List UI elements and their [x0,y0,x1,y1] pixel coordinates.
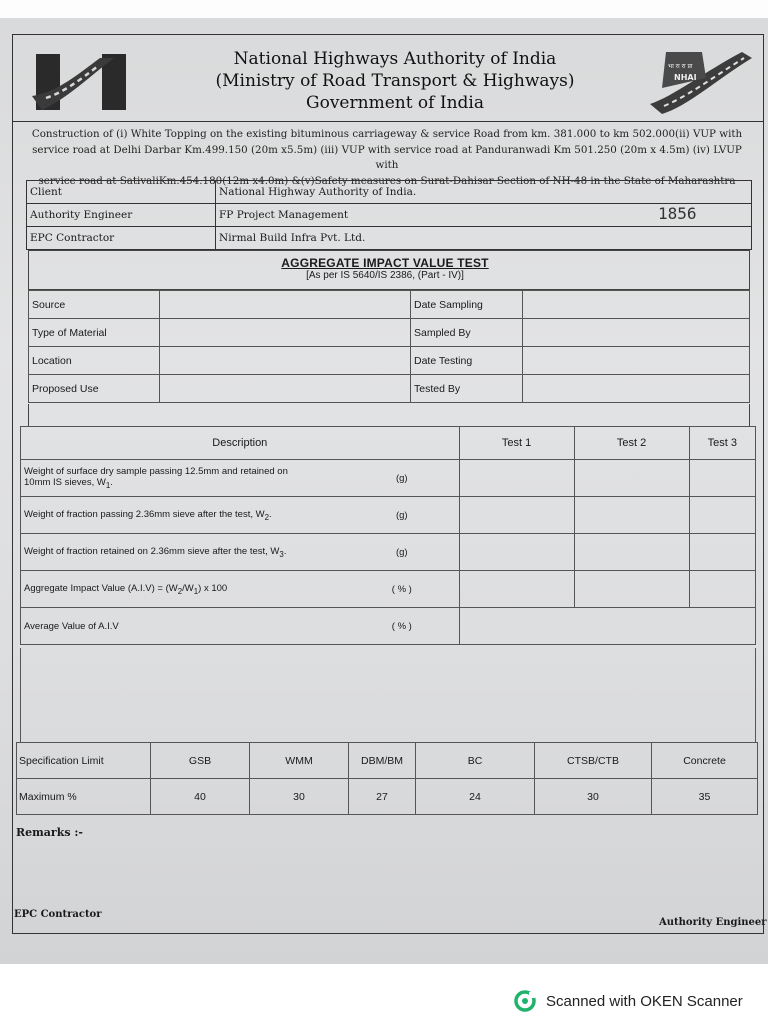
aiv-test1-cell [459,571,574,608]
max-dbm: 27 [349,779,416,815]
test-standard: [As per IS 5640/IS 2386, (Part - IV)] [306,270,464,281]
w1-description: Weight of surface dry sample passing 12.5mm and retained on 10mm IS sieves, $W_1$. [21,460,346,497]
description-header: Description [21,427,460,460]
info-row [29,347,750,375]
max-wmm: 30 [250,779,349,815]
nhai-emblem-icon [644,44,756,116]
spec-col-concrete: Concrete [652,743,758,779]
sample-info-table [28,290,750,403]
engineer-label: Authority Engineer [27,204,216,227]
aiv-formula: Aggregate Impact Value $(A.I.V) = (W_2/W_1)$ x 100 [21,571,346,608]
info-row [29,375,750,403]
contract-table [26,180,752,250]
w1-test1-cell [459,460,574,497]
info-row [29,291,750,319]
spec-col-gsb: GSB [151,743,250,779]
engineer-value: FP Project Management [216,204,752,227]
scanner-watermark [514,988,743,1014]
remarks-label: Remarks :- [16,826,83,839]
measurement-table [20,426,756,645]
date-sampling-label: Date Sampling [411,291,523,319]
nhai-logo-icon [28,52,134,112]
emblem-hindi-text: भा रा रा प्रा [668,63,693,70]
contract-row-epc [27,227,752,250]
max-concrete: 35 [652,779,758,815]
measurement-row-w2 [21,497,756,534]
w2-description: Weight of fraction passing 2.36mm sieve after the test, $W_2$. [21,497,346,534]
spacer-row [28,404,750,426]
test1-header: Test 1 [459,427,574,460]
measurement-row-w3 [21,534,756,571]
sampled-by-label: Sampled By [411,319,523,347]
measurement-row-aiv [21,571,756,608]
w1-test3-cell [689,460,755,497]
max-gsb: 40 [151,779,250,815]
project-line-3: service road at SativaliKm.454.180(12m x4.0m) &(v)Safety measures on Surat-Dahisar Section of NH-48 in the State of Maharashtra [38,174,736,187]
government-name: Government of India [306,93,484,113]
epc-contractor-signature: EPC Contractor [14,909,102,920]
source-label: Source [29,291,160,319]
top-margin [0,0,768,18]
emblem-nhai-text: NHAI [674,73,697,82]
tested-by-label: Tested By [411,375,523,403]
tested-by-value [523,375,750,403]
client-label: Client [27,181,216,204]
specification-table [16,742,758,815]
info-row [29,319,750,347]
w2-test3-cell [689,497,755,534]
w2-unit: (g) [345,497,459,534]
average-aiv-label: Average Value of A.I.V [21,608,346,645]
contract-row-engineer [27,204,752,227]
max-ctsb: 30 [535,779,652,815]
w2-test1-cell [459,497,574,534]
header-divider [12,121,764,122]
aiv-test2-cell [574,571,689,608]
scanner-text: Scanned with OKEN Scanner [546,992,743,1010]
test-name: AGGREGATE IMPACT VALUE TEST [281,256,489,270]
date-testing-value [523,347,750,375]
w3-test1-cell [459,534,574,571]
type-of-material-label: Type of Material [29,319,160,347]
source-value [160,291,411,319]
w3-unit: (g) [345,534,459,571]
organization-title [150,48,640,114]
max-label: Maximum % [17,779,151,815]
aiv-unit: ( % ) [345,571,459,608]
w3-test2-cell [574,534,689,571]
serial-number: 1856 [658,204,697,223]
w1-unit: (g) [345,460,459,497]
type-of-material-value [160,319,411,347]
epc-label: EPC Contractor [27,227,216,250]
spec-max-row [17,779,758,815]
org-name: National Highways Authority of India [233,49,557,69]
max-bc: 24 [416,779,535,815]
date-sampling-value [523,291,750,319]
project-line-1: Construction of (i) White Topping on the existing bituminous carriageway & service Road from km. 381.000 to km 502.000(ii) VUP with [31,128,743,140]
test3-header: Test 3 [689,427,755,460]
spec-col-bc: BC [416,743,535,779]
aiv-test3-cell [689,571,755,608]
project-line-2: service road at Delhi Darbar Km.499.150 (20m x5.5m) (iii) VUP with service road at Panduranwadi Km 501.250 (20m x 4.5m) (iv) LVUP with [32,143,742,171]
w3-test3-cell [689,534,755,571]
contract-row-client [27,181,752,204]
location-value [160,347,411,375]
w3-description: Weight of fraction retained on 2.36mm sieve after the test, $W_3$. [21,534,346,571]
w2-test2-cell [574,497,689,534]
blank-area [20,648,756,742]
proposed-use-label: Proposed Use [29,375,160,403]
measurement-row-w1 [21,460,756,497]
spec-col-ctsb: CTSB/CTB [535,743,652,779]
oken-scanner-icon [514,990,536,1012]
epc-value: Nirmal Build Infra Pvt. Ltd. [216,227,752,250]
sampled-by-value [523,319,750,347]
measurement-header-row [21,427,756,460]
average-aiv-unit: ( % ) [345,608,459,645]
proposed-use-value [160,375,411,403]
date-testing-label: Date Testing [411,347,523,375]
ministry-name: (Ministry of Road Transport & Highways) [215,71,575,91]
location-label: Location [29,347,160,375]
spec-limit-label: Specification Limit [17,743,151,779]
test-title [240,256,530,281]
average-aiv-value-cell [459,608,755,645]
measurement-row-average [21,608,756,645]
authority-engineer-signature: Authority Engineer [659,917,767,928]
spec-col-wmm: WMM [250,743,349,779]
test2-header: Test 2 [574,427,689,460]
client-value: National Highway Authority of India. [216,181,752,204]
w1-test2-cell [574,460,689,497]
spec-header-row [17,743,758,779]
spec-col-dbm: DBM/BM [349,743,416,779]
